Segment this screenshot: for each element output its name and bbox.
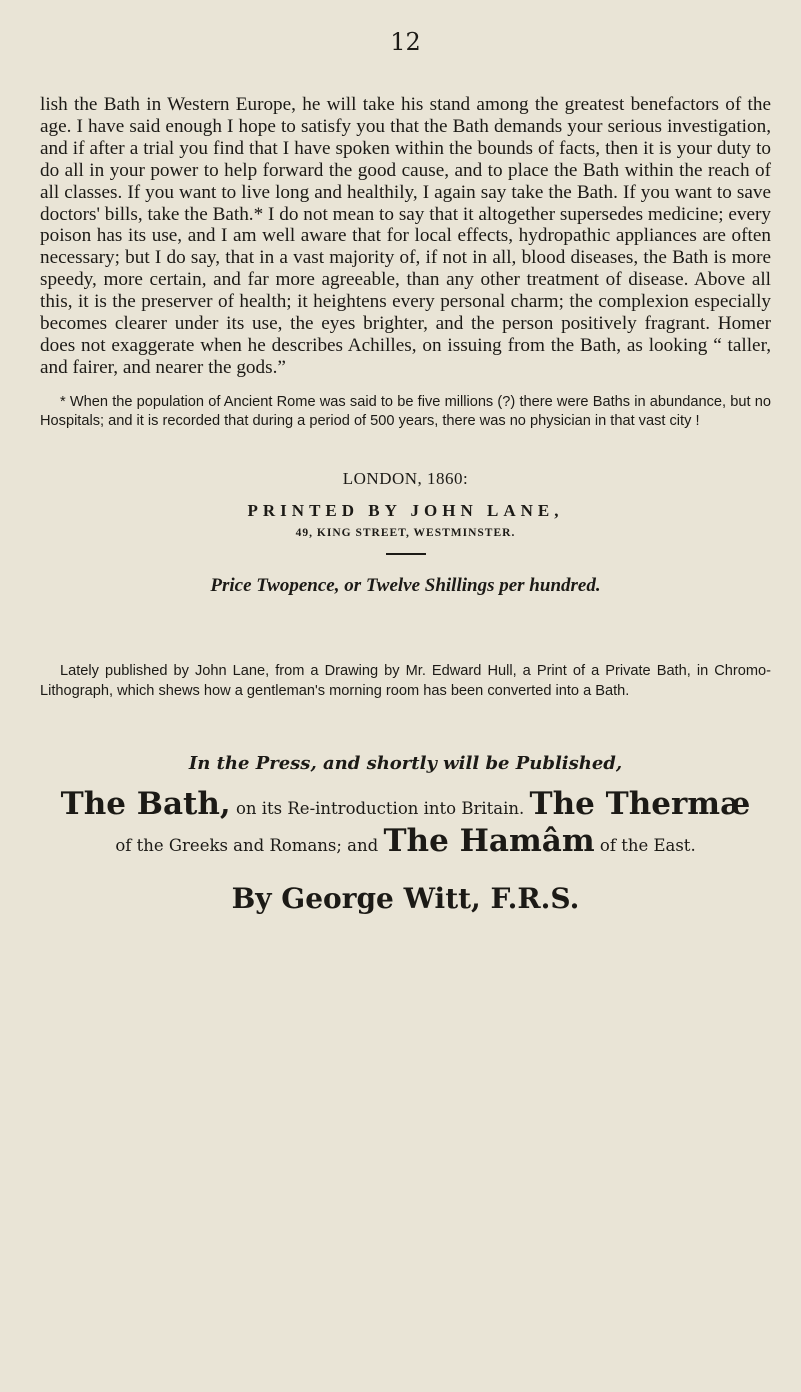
title-the-bath: The Bath, bbox=[60, 785, 231, 822]
title-text-2: of the Greeks and Romans; and bbox=[115, 835, 379, 855]
imprint-place: LONDON, 1860: bbox=[342, 468, 469, 488]
publication-notice: Lately published by John Lane, from a Drawing by Mr. Edward Hull, a Print of a Private Bath, in Chromo-Lithograph, which shews how a gentleman's morning room has been converted into a Bath. bbox=[40, 662, 771, 699]
title-text-3: of the East. bbox=[599, 835, 696, 855]
imprint-printer: PRINTED BY JOHN LANE, bbox=[247, 500, 564, 520]
page-number: 12 bbox=[390, 28, 421, 56]
price-line: Price Twopence, or Twelve Shillings per hundred. bbox=[210, 574, 601, 596]
divider-rule bbox=[386, 553, 426, 555]
press-announcement: In the Press, and shortly will be Published, bbox=[188, 752, 623, 774]
main-paragraph: lish the Bath in Western Europe, he will take his stand among the greatest benefactors of the age. I have said enough I hope to satisfy you that the Bath demands your serious investigation, and if after a trial you find that I have spoken within the bounds of facts, then it is your duty to do all in your power to help forward the good cause, and to place the Bath within the reach of all classes. If you want to live long and healthily, I again say take the Bath. If you want to save doctors' bills, take the Bath.* I do not mean to say that it altogether supersedes medicine; every poison has its use, and I am well aware that for local effects, hydropathic appliances are often necessary; but I do say, that in a vast majority of, if not in all, blood diseases, the Bath is more speedy, more certain, and far more agreeable, than any other treatment of disease. Above all this, it is the preserver of health; it heightens every personal charm; the complexion especially becomes clearer under its use, the eyes brighter, and the person positively fragrant. Homer does not exaggerate when he describes Achilles, on issuing from the Bath, as looking “ taller, and fairer, and nearer the gods.” bbox=[40, 94, 771, 378]
imprint-address: 49, KING STREET, WESTMINSTER. bbox=[295, 526, 516, 539]
author-line: By George Witt, F.R.S. bbox=[231, 881, 580, 915]
footnote: * When the population of Ancient Rome was said to be five millions (?) there were Baths in abundance, but no Hospitals; and it is recorded that during a period of 500 years, there was no physician in that vast city ! bbox=[40, 393, 771, 429]
forthcoming-title bbox=[40, 785, 771, 862]
imprint bbox=[40, 469, 771, 597]
title-the-thermae: The Thermæ bbox=[529, 785, 751, 822]
title-text-1: on its Re-introduction into Britain. bbox=[235, 798, 525, 818]
title-the-hamam: The Hamâm bbox=[383, 822, 595, 859]
